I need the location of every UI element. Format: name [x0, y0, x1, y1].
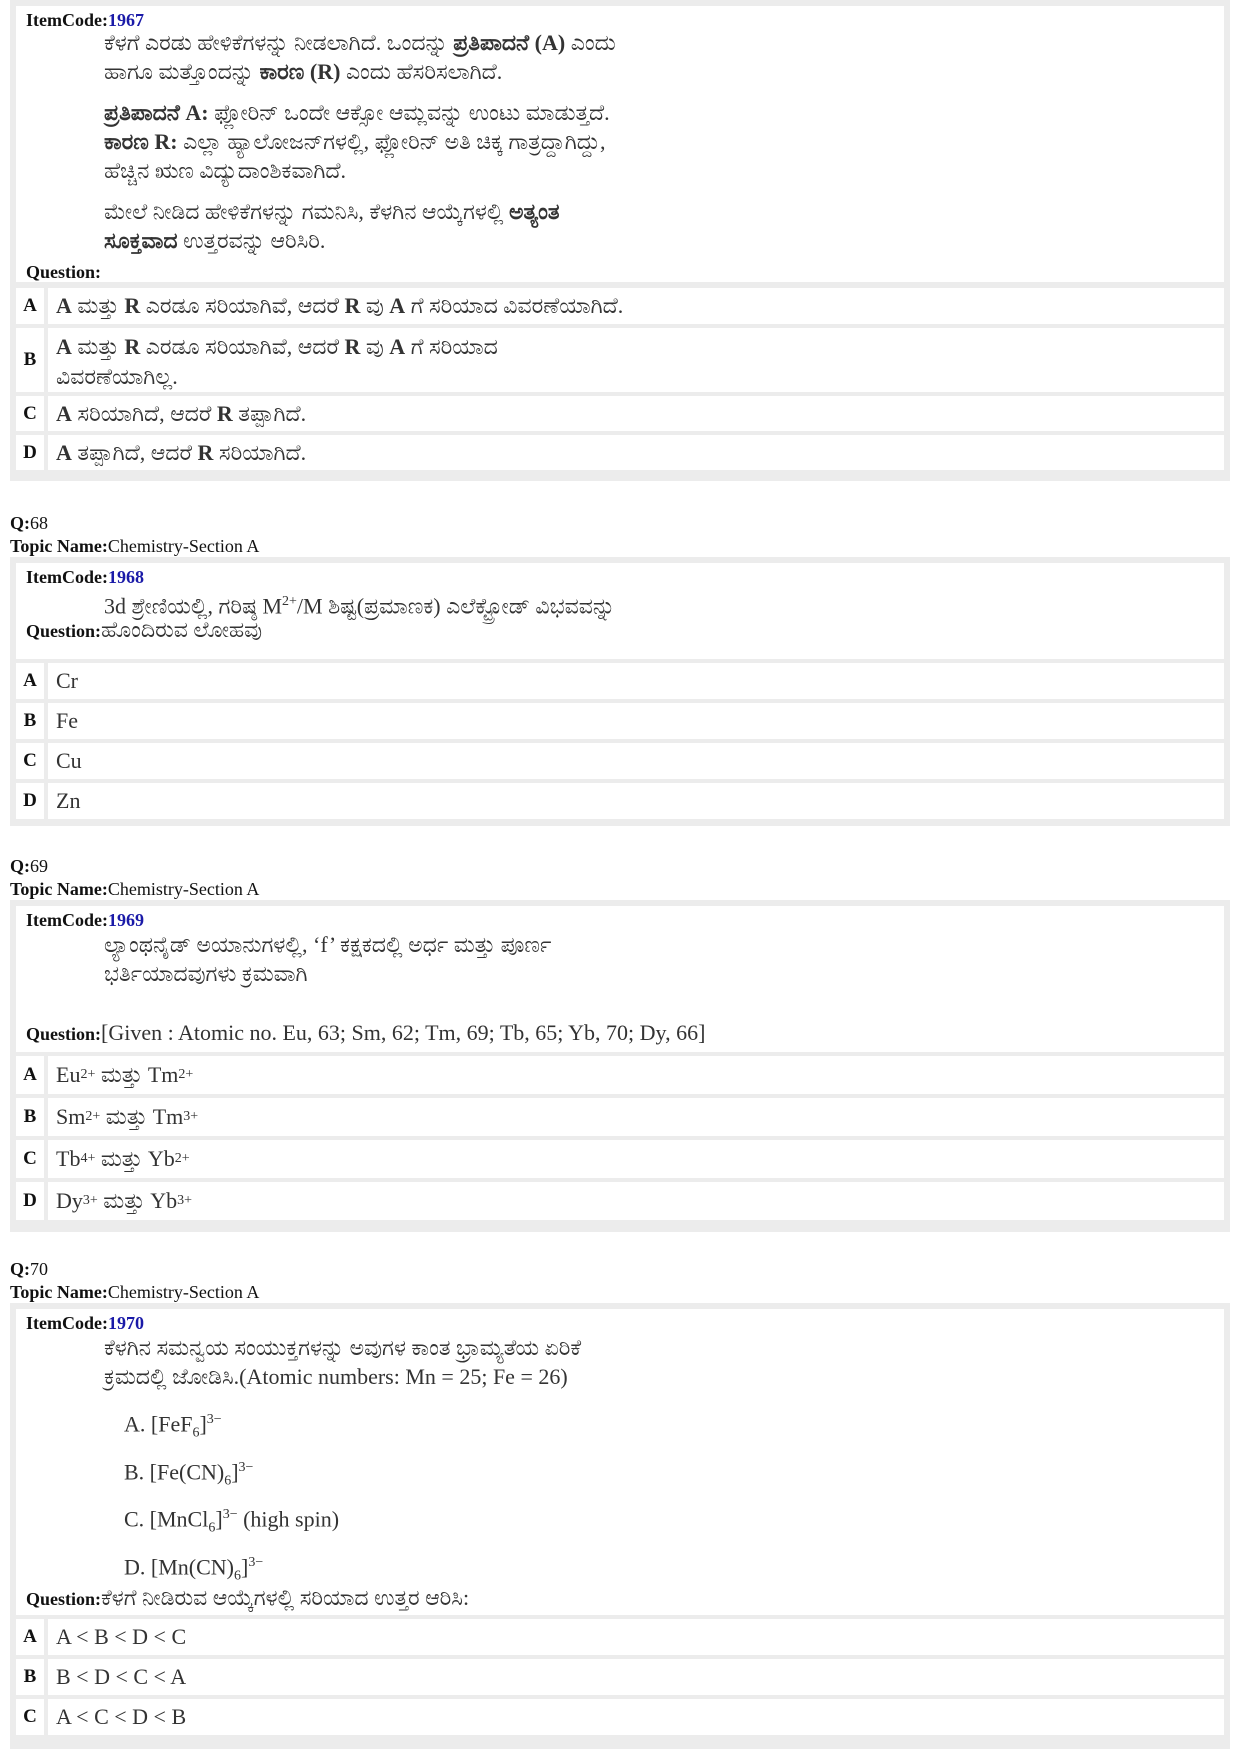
option-d[interactable] — [16, 435, 1224, 470]
option-letter: B — [16, 703, 44, 739]
item-code: ItemCode:1967 — [26, 10, 144, 30]
question-block-1969 — [10, 900, 1230, 1232]
question-block-1970 — [10, 1303, 1230, 1749]
option-a[interactable] — [16, 288, 1224, 324]
option-d[interactable] — [16, 1182, 1224, 1220]
question-block-1968 — [10, 557, 1230, 826]
option-text: Dy 3+ ಮತ್ತು Yb 3+ — [48, 1182, 1224, 1220]
intro-paragraph: ಕೆಳಗೆ ಎರಡು ಹೇಳಿಕೆಗಳನ್ನು ನೀಡಲಾಗಿದೆ. ಒಂದನ್ನು ಪ್ರತಿಪಾದನೆ (A) ಎಂದು ಹಾಗೂ ಮತ್ತೊಂದನ್ನು ಕಾರಣ (R) ಎಂದು ಹೆಸರಿಸಲಾಗಿದೆ. — [104, 30, 616, 84]
compound-item: A. $[FeF_6]^{3-}$ — [124, 1411, 222, 1441]
option-text: Fe — [48, 703, 1224, 739]
question-meta-70: Q:70 Topic Name:Chemistry-Section A — [10, 1259, 260, 1302]
statements-paragraph: ಪ್ರತಿಪಾದನೆ A: ಫ್ಲೋರಿನ್ ಒಂದೇ ಆಕ್ಸೋ ಆಮ್ಲವನ್ನು ಉಂಟು ಮಾಡುತ್ತದೆ. ಕಾರಣ R: ಎಲ್ಲಾ ಹ್ಯಾಲೋಜನ್‌ಗಳಲ್ಲಿ, ಫ್ಲೋರಿನ್ ಅತಿ ಚಿಕ್ಕ ಗಾತ್ರದ್ದಾಗಿದ್ದು, ಹೆಚ್ಚಿನ ಋಣ ವಿದ್ಯುದಾಂಶಿಕವಾಗಿದೆ. — [104, 100, 610, 183]
option-letter: C — [16, 396, 44, 431]
option-text: Cr — [48, 663, 1224, 699]
option-letter: C — [16, 1140, 44, 1178]
option-b[interactable] — [16, 703, 1224, 739]
option-b[interactable] — [16, 1659, 1224, 1695]
option-text: A ಮತ್ತು R ಎರಡೂ ಸರಿಯಾಗಿವೆ, ಆದರೆ R ವು A ಗೆ ಸರಿಯಾದ ವಿವರಣೆಯಾಗಿಲ್ಲ. — [48, 328, 1224, 392]
option-letter: D — [16, 435, 44, 470]
option-letter: A — [16, 1056, 44, 1094]
option-letter: A — [16, 663, 44, 699]
option-text: A < B < D < C — [48, 1619, 1224, 1655]
question-label: Question:ಕೆಳಗೆ ನೀಡಿರುವ ಆಯ್ಕೆಗಳಲ್ಲಿ ಸರಿಯಾದ ಉತ್ತರ ಆರಿಸಿ: — [26, 1585, 470, 1610]
option-c[interactable] — [16, 1699, 1224, 1735]
option-text: Zn — [48, 783, 1224, 819]
instruction-paragraph: ಮೇಲೆ ನೀಡಿದ ಹೇಳಿಕೆಗಳನ್ನು ಗಮನಿಸಿ, ಕೆಳಗಿನ ಆಯ್ಕೆಗಳಲ್ಲಿ ಅತ್ಯಂತ ಸೂಕ್ತವಾದ ಉತ್ತರವನ್ನು ಆರಿಸಿರಿ. — [104, 199, 560, 253]
option-letter: C — [16, 743, 44, 779]
option-letter: A — [16, 1619, 44, 1655]
option-text: Sm 2+ ಮತ್ತು Tm 3+ — [48, 1098, 1224, 1136]
option-b[interactable] — [16, 328, 1224, 392]
option-text: Cu — [48, 743, 1224, 779]
question-body: 3d ಶ್ರೇಣಿಯಲ್ಲಿ, ಗರಿಷ್ಠ $M^{2+}/M$ ಶಿಷ್ಟ(ಪ್ರಮಾಣಕ) ಎಲೆಕ್ಟ್ರೋಡ್ ವಿಭವವನ್ನು — [104, 593, 616, 619]
question-label: Question:[Given : Atomic no. Eu, 63; Sm, 62; Tm, 69; Tb, 65; Yb, 70; Dy, 66] — [26, 1020, 706, 1045]
question-block-1967 — [10, 0, 1230, 481]
question-meta-69: Q:69 Topic Name:Chemistry-Section A — [10, 856, 260, 899]
option-text: A ಮತ್ತು R ಎರಡೂ ಸರಿಯಾಗಿವೆ, ಆದರೆ R ವು A ಗೆ ಸರಿಯಾದ ವಿವರಣೆಯಾಗಿದೆ. — [48, 288, 1224, 324]
option-c[interactable] — [16, 1140, 1224, 1178]
question-stem-cell — [16, 1309, 1224, 1615]
question-label: Question: — [26, 262, 102, 282]
option-c[interactable] — [16, 743, 1224, 779]
option-a[interactable] — [16, 1056, 1224, 1094]
option-letter: D — [16, 1182, 44, 1220]
option-a[interactable] — [16, 663, 1224, 699]
option-text: A < C < D < B — [48, 1699, 1224, 1735]
question-stem-cell — [16, 563, 1224, 659]
compound-item: B. $[Fe(CN)_6]^{3-}$ — [124, 1459, 254, 1489]
compound-list — [104, 1403, 581, 1594]
option-d[interactable] — [16, 783, 1224, 819]
question-body — [104, 28, 616, 255]
item-code: ItemCode:1969 — [26, 910, 144, 930]
question-stem-cell — [16, 906, 1224, 1052]
option-letter: B — [16, 328, 44, 392]
option-letter: C — [16, 1699, 44, 1735]
option-b[interactable] — [16, 1098, 1224, 1136]
option-a[interactable] — [16, 1619, 1224, 1655]
option-letter: B — [16, 1659, 44, 1695]
option-letter: B — [16, 1098, 44, 1136]
compound-item: C. [MnCl$_6$]$^{3-}$ (high spin) — [124, 1506, 340, 1537]
question-stem-cell — [16, 6, 1224, 282]
item-code: ItemCode:1970 — [26, 1313, 144, 1333]
option-text: A ತಪ್ಪಾಗಿದೆ, ಆದರೆ R ಸರಿಯಾಗಿದೆ. — [48, 435, 1224, 470]
question-body: ಲ್ಯಾಂಥನೈಡ್ ಅಯಾನುಗಳಲ್ಲಿ, ‘f’ ಕಕ್ಷಕದಲ್ಲಿ ಅರ್ಧ ಮತ್ತು ಪೂರ್ಣ ಭರ್ತಿಯಾದವುಗಳು ಕ್ರಮವಾಗಿ — [104, 932, 552, 986]
option-text: Tb 4+ ಮತ್ತು Yb 2+ — [48, 1140, 1224, 1178]
option-text: Eu 2+ ಮತ್ತು Tm 2+ — [48, 1056, 1224, 1094]
item-code: ItemCode:1968 — [26, 567, 144, 587]
question-body: ಕೆಳಗಿನ ಸಮನ್ವಯ ಸಂಯುಕ್ತಗಳನ್ನು ಅವುಗಳ ಕಾಂತ ಭ್ರಾಮ್ಯತೆಯ ಏರಿಕೆ ಕ್ರಮದಲ್ಲಿ ಜೋಡಿಸಿ.(Atomic numbers: Mn = 25; Fe = 26) A. $[FeF_6]^{3-}$ B. $[Fe(CN)_6]^{3-}$ C. [MnCl$_6$]$^{3-}$ (high spin) D. $[Mn(CN)_6]^{3-}$ — [104, 1333, 581, 1594]
question-label: Question:ಹೊಂದಿರುವ ಲೋಹವು — [26, 617, 263, 642]
question-meta-68: Q:68 Topic Name:Chemistry-Section A — [10, 513, 260, 556]
option-c[interactable] — [16, 396, 1224, 431]
option-letter: D — [16, 783, 44, 819]
option-text: B < D < C < A — [48, 1659, 1224, 1695]
option-letter: A — [16, 288, 44, 324]
option-text: A ಸರಿಯಾಗಿದೆ, ಆದರೆ R ತಪ್ಪಾಗಿದೆ. — [48, 396, 1224, 431]
compound-item: D. $[Mn(CN)_6]^{3-}$ — [124, 1554, 264, 1584]
